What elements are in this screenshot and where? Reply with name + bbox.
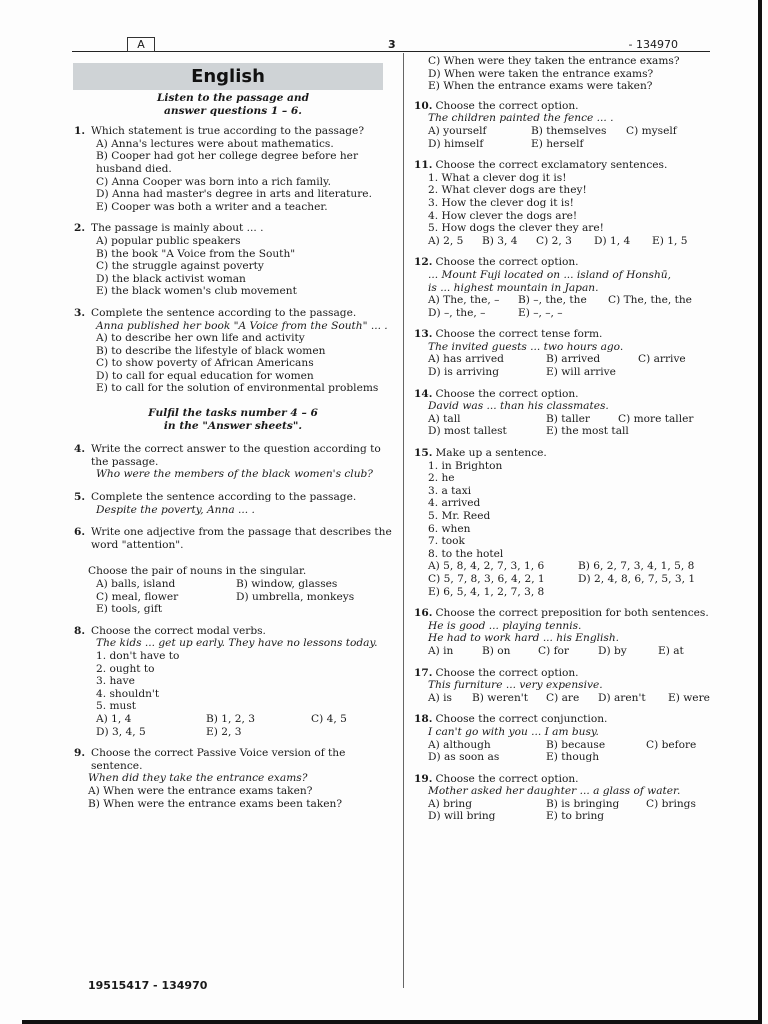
option-d[interactable]: D) 2, 4, 8, 6, 7, 5, 3, 1 <box>578 572 696 585</box>
option-d[interactable]: D) to call for equal education for women <box>96 369 314 382</box>
option-e[interactable]: E) Cooper was both a writer and a teacher. <box>96 200 328 213</box>
question-stem: Which statement is true according to the passage? <box>91 125 364 138</box>
question-stem: Make up a sentence. <box>435 447 547 460</box>
option-a[interactable]: A) to describe her own life and activity <box>96 332 305 345</box>
question-sentence: Despite the poverty, Anna ... . <box>96 503 255 516</box>
question-sentence: The kids ... get up early. They have no lessons today. <box>96 637 378 650</box>
option-a[interactable]: A) The, the, – <box>428 294 500 307</box>
option-d[interactable]: D) himself <box>428 137 484 150</box>
option-b[interactable]: B) to describe the lifestyle of black women <box>96 344 326 357</box>
option-c[interactable]: C) brings <box>646 797 696 810</box>
option-c[interactable]: C) to show poverty of African Americans <box>96 357 314 370</box>
question-5: 5. Complete the sentence according to the passage. Despite the poverty, Anna ... . <box>74 491 392 516</box>
question-stem: Choose the correct option. <box>435 772 579 785</box>
option-d[interactable]: D) aren't <box>598 691 646 704</box>
question-sentence: Who were the members of the black women's club? <box>96 468 373 481</box>
option-b[interactable]: B) on <box>482 644 511 657</box>
option-a[interactable]: A) When were the entrance exams taken? <box>88 784 313 797</box>
question-sentence: This furniture ... very expensive. <box>428 679 603 692</box>
question-stem: Choose the correct option. <box>435 256 579 269</box>
option-e[interactable]: E) herself <box>531 137 584 150</box>
option-e[interactable]: E) the most tall <box>546 425 629 438</box>
option-b[interactable]: B) weren't <box>472 691 528 704</box>
page-edge-right <box>758 0 762 1024</box>
option-e[interactable]: E) tools, gift <box>96 603 163 616</box>
question-sentence: I can't go with you ... I am busy. <box>428 725 599 738</box>
option-a[interactable]: A) popular public speakers <box>96 234 241 247</box>
answer-options <box>74 578 392 616</box>
option-a[interactable]: A) in <box>428 644 454 657</box>
answer-options <box>414 645 736 658</box>
question-sentence: David was ... than his classmates. <box>428 400 609 413</box>
option-a[interactable]: A) balls, island <box>96 578 176 590</box>
question-sentence: He is good ... playing tennis. He had to work hard ... his English. <box>428 619 620 645</box>
question-13: 13. Choose the correct tense form. The invited guests ... two hours ago. A) has arrived B) arrived C) arrive D) is arriving E) will arrive <box>414 328 736 378</box>
option-e[interactable]: E) 2, 3 <box>206 725 242 738</box>
question-16: 16. Choose the correct preposition for both sentences. He is good ... playing tennis. He had to work hard ... his English. A) in B) on C) for D) by E) at <box>414 607 736 657</box>
question-stem: Choose the correct exclamatory sentences. <box>435 159 668 172</box>
numbered-items: 1. don't have to 2. ought to 3. have 4. shouldn't 5. must <box>96 649 180 713</box>
answer-options <box>414 353 736 378</box>
question-stem: Choose the correct option. <box>435 387 579 400</box>
option-c[interactable]: C) myself <box>626 124 677 137</box>
question-9: 9. Choose the correct Passive Voice version of the sentence. When did they take the entrance exams? A) When were the entrance exams taken? B) When were the entrance exams been taken? <box>74 747 392 810</box>
left-column <box>74 92 392 810</box>
answer-options <box>414 692 736 705</box>
option-b[interactable]: B) –, the, the <box>518 294 587 307</box>
option-d[interactable]: D) 3, 4, 5 <box>96 725 146 738</box>
numbered-items: 1. in Brighton 2. he 3. a taxi 4. arrived 5. Mr. Reed 6. when 7. took 8. to the hotel <box>428 459 504 560</box>
question-sentence: The children painted the fence ... . <box>428 112 614 125</box>
option-c[interactable]: C) 5, 7, 8, 3, 6, 4, 2, 1 <box>428 572 545 585</box>
question-stem: Choose the correct conjunction. <box>435 713 608 726</box>
question-19: 19. Choose the correct option. Mother asked her daughter ... a glass of water. A) bring B) is bringing C) brings D) will bring E) to bring <box>414 773 736 823</box>
question-sentence: When did they take the entrance exams? <box>88 772 308 785</box>
option-b[interactable]: B) is bringing <box>546 797 620 810</box>
option-a[interactable]: A) tall <box>428 412 461 425</box>
option-c[interactable]: C) the struggle against poverty <box>96 260 264 273</box>
question-6: 6. Write one adjective from the passage that describes the word "attention". <box>74 526 392 551</box>
option-d[interactable]: D) –, the, – <box>428 306 486 319</box>
question-stem: Choose the pair of nouns in the singular. <box>88 565 307 578</box>
option-a[interactable]: A) has arrived <box>428 353 504 366</box>
option-a[interactable]: A) Anna's lectures were about mathematics. <box>96 137 334 150</box>
option-a[interactable]: A) 5, 8, 4, 2, 7, 3, 1, 6 <box>428 560 545 573</box>
option-e[interactable]: E) –, –, – <box>518 306 563 319</box>
option-d[interactable]: D) 1, 4 <box>594 234 631 247</box>
question-2: 2. The passage is mainly about ... . A) popular public speakers B) the book "A Voice from the South" C) the struggle against poverty D) the black activist woman E) the black women's club movement <box>74 222 392 298</box>
option-c[interactable]: C) The, the, the <box>608 294 692 307</box>
numbered-items: 1. What a clever dog it is! 2. What clever dogs are they! 3. How the clever dog it is! 4. How clever the dogs are! 5. How dogs the clever they are! <box>428 171 604 235</box>
question-4: 4. Write the correct answer to the question according to the passage. Who were the members of the black women's club? <box>74 443 392 481</box>
right-column <box>414 55 736 823</box>
option-c[interactable]: C) 2, 3 <box>536 234 572 247</box>
column-divider <box>403 53 404 988</box>
option-a[interactable]: A) 1, 4 <box>96 712 132 725</box>
question-sentence: ... Mount Fuji located on ... island of Honshū, is ... highest mountain in Japan. <box>428 268 671 294</box>
question-stem: Choose the correct preposition for both sentences. <box>435 607 709 620</box>
variant-box: A <box>127 37 155 52</box>
question-15: 15. Make up a sentence. 1. in Brighton 2. he 3. a taxi 4. arrived 5. Mr. Reed 6. when 7. took 8. to the hotel A) 5, 8, 4, 2, 7, 3, 1, 6 B) 6, 2, 7, 3, 4, 1, 5, 8 C) 5, 7, 8, 3, 6, 4, 2, 1 D) 2, 4, 8, 6, 7, 5, 3, 1 E) 6, 5, 4, 1, 2, 7, 3, 8 <box>414 447 736 598</box>
option-b[interactable]: B) the book "A Voice from the South" <box>96 247 296 260</box>
subject-title: English <box>191 66 265 87</box>
option-b[interactable]: B) arrived <box>546 353 601 366</box>
option-c[interactable]: C) for <box>538 644 569 657</box>
option-b[interactable]: B) 6, 2, 7, 3, 4, 1, 5, 8 <box>578 560 695 573</box>
question-stem: Choose the correct Passive Voice version of the sentence. <box>91 747 346 772</box>
option-e[interactable]: E) will arrive <box>546 366 616 379</box>
question-18: 18. Choose the correct conjunction. I can't go with you ... I am busy. A) although B) because C) before D) as soon as E) though <box>414 713 736 763</box>
option-d[interactable]: D) the black activist woman <box>96 272 246 285</box>
option-e[interactable]: E) to call for the solution of environmental problems <box>96 382 379 395</box>
page-number: 3 <box>388 38 396 51</box>
option-d[interactable]: D) umbrella, monkeys <box>236 590 355 603</box>
question-7 <box>74 565 392 615</box>
option-a[interactable]: A) is <box>428 691 452 704</box>
question-9-continued <box>414 55 736 93</box>
option-d[interactable]: D) When were taken the entrance exams? <box>428 67 654 80</box>
option-e[interactable]: E) to bring <box>546 810 605 823</box>
question-stem: Complete the sentence according to the passage. <box>91 491 357 504</box>
question-sentence: The invited guests ... two hours ago. <box>428 340 624 353</box>
question-stem: Choose the correct option. <box>435 666 579 679</box>
answer-options <box>414 413 736 438</box>
question-stem: Complete the sentence according to the passage. <box>91 306 357 319</box>
option-b[interactable]: B) 3, 4 <box>482 234 518 247</box>
question-sentence: Anna published her book "A Voice from the South" ... . <box>96 319 388 332</box>
option-b[interactable]: B) because <box>546 738 606 751</box>
option-c[interactable]: C) before <box>646 738 697 751</box>
option-d[interactable]: D) is arriving <box>428 366 499 379</box>
option-d[interactable]: D) by <box>598 644 627 657</box>
option-d[interactable]: D) will bring <box>428 810 496 823</box>
question-11: 11. Choose the correct exclamatory sentences. 1. What a clever dog it is! 2. What clever dogs are they! 3. How the clever dog it is! 4. How clever the dogs are! 5. How dogs the clever they are! A) 2, 5 B) 3, 4 C) 2, 3 D) 1, 4 E) 1, 5 <box>414 159 736 247</box>
answer-options <box>414 560 736 598</box>
header-rule <box>72 51 710 52</box>
question-17: 17. Choose the correct option. This furniture ... very expensive. A) is B) weren't C) are D) aren't E) were <box>414 667 736 705</box>
question-stem: Choose the correct tense form. <box>435 328 603 341</box>
option-c[interactable]: C) Anna Cooper was born into a rich family. <box>96 175 332 188</box>
question-3: 3. Complete the sentence according to the passage. Anna published her book "A Voice from the South" ... . A) to describe her own life and activity B) to describe the lifestyle of black women C) to show poverty of African Americans D) to call for equal education for women E) to call for the solution of environmental problems <box>74 307 392 395</box>
answer-options <box>74 785 392 810</box>
answer-options <box>74 235 392 298</box>
answer-options <box>74 332 392 395</box>
option-e[interactable]: E) When the entrance exams were taken? <box>428 80 653 93</box>
option-a[interactable]: A) yourself <box>428 124 487 137</box>
option-e[interactable]: E) 1, 5 <box>652 234 688 247</box>
answer-options <box>74 138 392 214</box>
question-stem: Choose the correct modal verbs. <box>91 624 266 637</box>
answer-options <box>414 294 736 319</box>
question-14: 14. Choose the correct option. David was ... than his classmates. A) tall B) taller C) more taller D) most tallest E) the most tall <box>414 388 736 438</box>
option-a[interactable]: A) bring <box>428 797 472 810</box>
option-c[interactable]: C) 4, 5 <box>311 712 347 725</box>
question-10: 10. Choose the correct option. The children painted the fence ... . A) yourself B) themselves C) myself D) himself E) herself <box>414 100 736 150</box>
option-e[interactable]: E) though <box>546 751 600 764</box>
option-b[interactable]: B) 1, 2, 3 <box>206 712 255 725</box>
option-e[interactable]: E) the black women's club movement <box>96 285 297 298</box>
option-b[interactable]: B) window, glasses <box>236 578 338 590</box>
question-stem: Write the correct answer to the question according to the passage. <box>91 443 381 468</box>
answer-options <box>414 739 736 764</box>
option-e[interactable]: E) were <box>668 691 710 704</box>
question-12: 12. Choose the correct option. ... Mount Fuji located on ... island of Honshū, is ... highest mountain in Japan. A) The, the, – B) –, the, the C) The, the, the D) –, the, – E) –, –, – <box>414 256 736 319</box>
answer-options <box>414 798 736 823</box>
question-8: 8. Choose the correct modal verbs. The kids ... get up early. They have no lessons today. 1. don't have to 2. ought to 3. have 4. shouldn't 5. must A) 1, 4 B) 1, 2, 3 C) 4, 5 D) 3, 4, 5 E) 2, 3 <box>74 625 392 738</box>
option-c[interactable]: C) are <box>546 691 580 704</box>
answer-options <box>414 235 736 248</box>
answer-options <box>74 713 392 738</box>
option-d[interactable]: D) most tallest <box>428 425 507 438</box>
option-e[interactable]: E) 6, 5, 4, 1, 2, 7, 3, 8 <box>428 585 545 598</box>
option-a[interactable]: A) although <box>428 738 491 751</box>
option-c[interactable]: C) meal, flower <box>96 590 179 603</box>
option-b[interactable]: B) taller <box>546 412 590 425</box>
option-d[interactable]: D) as soon as <box>428 751 500 764</box>
written-tasks-instruction: Fulfil the tasks number 4 – 6 in the "Answer sheets". <box>148 407 318 432</box>
option-c[interactable]: C) more taller <box>618 412 694 425</box>
question-stem: The passage is mainly about ... . <box>91 222 264 235</box>
listening-instruction: Listen to the passage and answer questions 1 – 6. <box>156 92 309 117</box>
option-d[interactable]: D) Anna had master's degree in arts and literature. <box>96 188 372 201</box>
option-e[interactable]: E) at <box>658 644 684 657</box>
answer-options <box>414 125 736 150</box>
page-edge-bottom <box>22 1020 762 1024</box>
document-number: - 134970 <box>628 38 678 51</box>
question-stem: Choose the correct option. <box>435 99 579 112</box>
option-b[interactable]: B) When were the entrance exams been taken? <box>88 797 343 810</box>
footer-code: 19515417 - 134970 <box>88 979 208 992</box>
option-c[interactable]: C) When were they taken the entrance exams? <box>428 55 680 67</box>
question-1: 1. Which statement is true according to the passage? A) Anna's lectures were about mathematics. B) Cooper had got her college degree before her husband died. C) Anna Cooper was born into a rich family. D) Anna had master's degree in arts and literature. E) Cooper was both a writer and a teacher. <box>74 125 392 213</box>
subject-banner <box>73 63 383 90</box>
question-stem: Write one adjective from the passage that describes the word "attention". <box>91 526 392 551</box>
option-b[interactable]: B) Cooper had got her college degree before her husband died. <box>96 150 359 175</box>
option-b[interactable]: B) themselves <box>531 124 607 137</box>
question-sentence: Mother asked her daughter ... a glass of water. <box>428 785 681 798</box>
option-a[interactable]: A) 2, 5 <box>428 234 464 247</box>
option-c[interactable]: C) arrive <box>638 353 686 366</box>
